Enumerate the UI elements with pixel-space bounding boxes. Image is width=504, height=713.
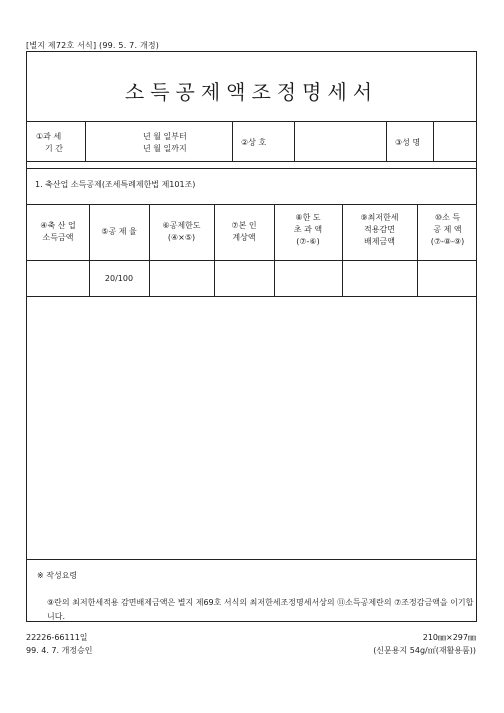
form-code: 22226-66111일 xyxy=(26,633,88,642)
instructions-label: ※ 작성요령 xyxy=(37,571,78,580)
col-excess-header: ⑧한 도 초 과 액 (⑦-⑥) xyxy=(293,213,323,246)
col-deduction-rate-header: ⑤공 제 율 xyxy=(101,227,137,236)
period-label-line1: ①과 세 xyxy=(36,132,62,141)
divider xyxy=(149,204,150,296)
col-livestock-income-header: ④축 산 업 소득금액 xyxy=(40,221,76,242)
divider xyxy=(27,559,476,560)
col-self-recorded-header: ⑦본 인 계상액 xyxy=(231,221,257,242)
period-label-line2: 기 간 xyxy=(45,144,63,153)
section-label: 1. 축산업 소득공제(조세특례제한법 제101조) xyxy=(35,180,196,189)
table-header-divider xyxy=(27,260,476,261)
period-from: 년 월 일부터 xyxy=(143,132,187,141)
deduction-rate-value: 20/100 xyxy=(104,274,134,283)
col-income-deduction-header: ⑩소 득 공 제 액 (⑦-⑧-⑨) xyxy=(430,213,465,246)
calc-table xyxy=(27,204,476,296)
company-label-cell xyxy=(232,122,294,161)
divider xyxy=(214,204,215,296)
divider xyxy=(27,168,476,169)
name-value-cell[interactable] xyxy=(433,122,478,161)
paper-spec: (신문용지 54g/㎡(재활용품)) xyxy=(373,646,476,655)
col-min-tax-exclusion-header: ⑨최저한세 적용감면 배제금액 xyxy=(360,213,399,246)
info-row xyxy=(27,121,476,162)
col-deduction-limit-header: ⑥공제한도 (④×⑤) xyxy=(162,221,201,242)
table-bottom-divider xyxy=(27,296,476,297)
name-label-cell xyxy=(386,122,433,161)
paper-size: 210㎜×297㎜ xyxy=(422,633,476,642)
form-frame xyxy=(26,51,477,622)
period-value-cell[interactable] xyxy=(85,122,232,161)
form-header-note: [별지 제72호 서식] (99. 5. 7. 개정) xyxy=(26,41,160,50)
period-label-cell xyxy=(27,122,85,161)
instructions-text: ⑨란의 최저한세적용 감면배제금액은 별지 제69호 서식의 최저한세조정명세서상의 ⑪소득공제란의 ⑦조정감금액을 이기합니다. xyxy=(47,598,474,621)
approval-date: 99. 4. 7. 개정승인 xyxy=(26,646,93,655)
name-label: ③성 명 xyxy=(395,138,421,147)
period-to: 년 월 일까지 xyxy=(143,144,187,153)
company-value-cell[interactable] xyxy=(294,122,386,161)
company-label: ②상 호 xyxy=(241,138,267,147)
form-title: 소득공제액조정명세서 xyxy=(124,80,379,104)
